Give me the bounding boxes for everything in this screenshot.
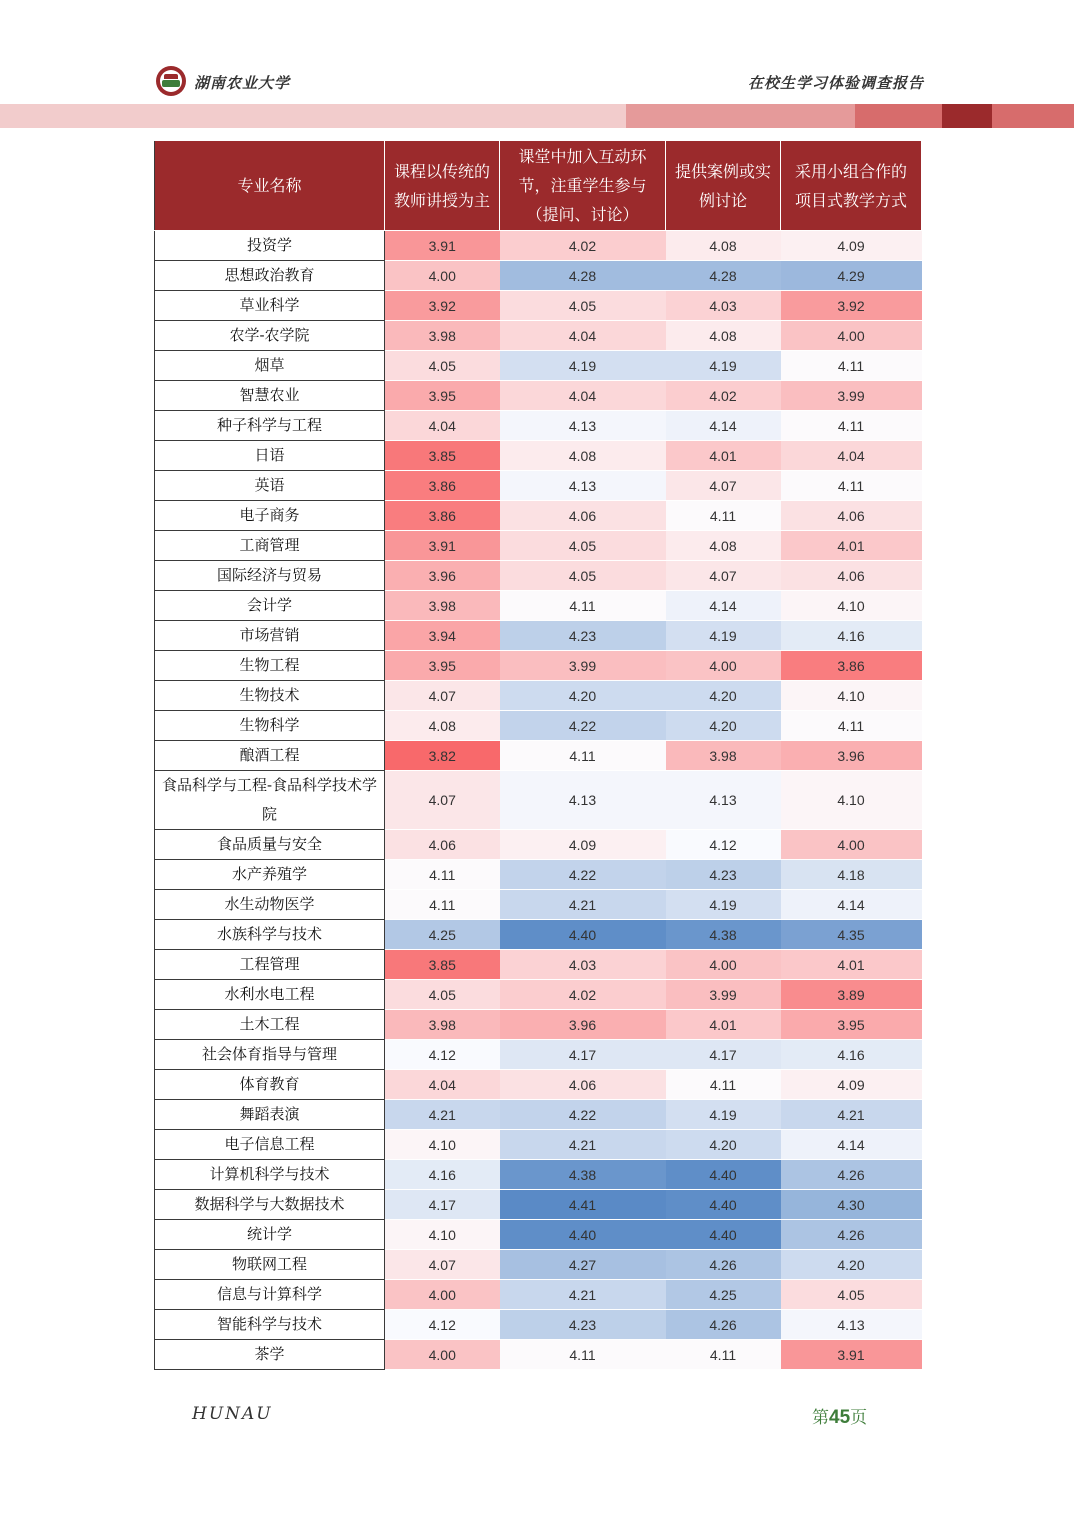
score-cell: 4.11: [781, 711, 922, 741]
major-name-cell: 草业科学: [155, 291, 385, 321]
score-cell: 4.21: [500, 1130, 666, 1160]
score-cell: 4.21: [385, 1100, 500, 1130]
score-cell: 4.17: [666, 1040, 781, 1070]
score-cell: 4.05: [500, 291, 666, 321]
table-row: [155, 1310, 922, 1340]
table-row: [155, 1220, 922, 1250]
score-cell: 4.07: [385, 771, 500, 830]
score-cell: 4.06: [500, 1070, 666, 1100]
score-cell: 4.14: [781, 1130, 922, 1160]
score-cell: 4.11: [500, 741, 666, 771]
table-row: [155, 920, 922, 950]
major-teaching-style-table: [154, 140, 922, 1370]
table-row: [155, 291, 922, 321]
page-header: [0, 0, 1074, 130]
university-name: 湖南农业大学: [194, 74, 291, 92]
major-name-cell: 智慧农业: [155, 381, 385, 411]
major-name-cell: 水产养殖学: [155, 860, 385, 890]
major-name-cell: 日语: [155, 441, 385, 471]
header-band-segment: [855, 104, 942, 128]
major-name-cell: 数据科学与大数据技术: [155, 1190, 385, 1220]
table-body: [155, 231, 922, 1370]
page-prefix: 第: [812, 1408, 829, 1428]
score-cell: 4.25: [666, 1280, 781, 1310]
table-row: [155, 1280, 922, 1310]
score-cell: 4.05: [385, 351, 500, 381]
major-name-cell: 舞蹈表演: [155, 1100, 385, 1130]
header-band-segment: [942, 104, 992, 128]
table-row: [155, 441, 922, 471]
score-cell: 4.28: [666, 261, 781, 291]
table-row: [155, 980, 922, 1010]
table-row: [155, 1070, 922, 1100]
score-cell: 4.07: [385, 681, 500, 711]
score-cell: 4.06: [781, 561, 922, 591]
score-cell: 3.94: [385, 621, 500, 651]
score-cell: 4.19: [500, 351, 666, 381]
major-name-cell: 酿酒工程: [155, 741, 385, 771]
major-name-cell: 食品科学与工程-食品科学技术学院: [155, 771, 385, 830]
major-name-cell: 生物技术: [155, 681, 385, 711]
score-cell: 4.35: [781, 920, 922, 950]
score-cell: 4.05: [500, 531, 666, 561]
score-cell: 4.11: [781, 411, 922, 441]
table-row: [155, 411, 922, 441]
score-cell: 4.16: [781, 621, 922, 651]
table-header-row: [155, 141, 922, 231]
score-cell: 4.00: [385, 261, 500, 291]
table-row: [155, 321, 922, 351]
score-cell: 4.11: [385, 860, 500, 890]
score-cell: 4.01: [666, 441, 781, 471]
score-cell: 3.98: [666, 741, 781, 771]
score-cell: 3.96: [781, 741, 922, 771]
score-cell: 4.20: [781, 1250, 922, 1280]
score-cell: 4.03: [666, 291, 781, 321]
score-cell: 4.10: [781, 681, 922, 711]
major-name-cell: 生物工程: [155, 651, 385, 681]
major-name-cell: 体育教育: [155, 1070, 385, 1100]
major-name-cell: 农学-农学院: [155, 321, 385, 351]
table-row: [155, 561, 922, 591]
score-cell: 4.26: [781, 1220, 922, 1250]
score-cell: 4.23: [666, 860, 781, 890]
table-row: [155, 741, 922, 771]
score-cell: 4.08: [385, 711, 500, 741]
score-cell: 4.07: [666, 561, 781, 591]
major-name-cell: 电子商务: [155, 501, 385, 531]
score-cell: 4.20: [666, 681, 781, 711]
score-cell: 4.08: [500, 441, 666, 471]
score-cell: 4.12: [385, 1310, 500, 1340]
table-row: [155, 231, 922, 261]
table-row: [155, 651, 922, 681]
score-cell: 4.06: [500, 501, 666, 531]
table-row: [155, 591, 922, 621]
score-cell: 4.07: [666, 471, 781, 501]
score-cell: 3.89: [781, 980, 922, 1010]
major-name-cell: 国际经济与贸易: [155, 561, 385, 591]
score-cell: 4.11: [666, 1070, 781, 1100]
major-name-cell: 会计学: [155, 591, 385, 621]
score-cell: 4.38: [500, 1160, 666, 1190]
score-cell: 4.16: [385, 1160, 500, 1190]
score-cell: 4.06: [385, 830, 500, 860]
major-name-cell: 工程管理: [155, 950, 385, 980]
score-cell: 3.99: [500, 651, 666, 681]
header-traditional-lecture: 课程以传统的教师讲授为主: [385, 141, 500, 231]
score-cell: 3.85: [385, 441, 500, 471]
score-cell: 4.12: [385, 1040, 500, 1070]
major-name-cell: 社会体育指导与管理: [155, 1040, 385, 1070]
major-name-cell: 水利水电工程: [155, 980, 385, 1010]
score-cell: 4.40: [500, 1220, 666, 1250]
score-cell: 4.23: [500, 1310, 666, 1340]
major-name-cell: 生物科学: [155, 711, 385, 741]
score-cell: 4.10: [781, 771, 922, 830]
score-cell: 4.27: [500, 1250, 666, 1280]
score-cell: 4.02: [666, 381, 781, 411]
score-cell: 4.05: [385, 980, 500, 1010]
table-row: [155, 1130, 922, 1160]
score-cell: 4.04: [781, 441, 922, 471]
score-cell: 3.86: [385, 501, 500, 531]
major-name-cell: 智能科学与技术: [155, 1310, 385, 1340]
score-cell: 3.91: [781, 1340, 922, 1370]
score-cell: 4.05: [781, 1280, 922, 1310]
score-cell: 4.11: [500, 591, 666, 621]
score-cell: 4.08: [666, 321, 781, 351]
score-cell: 4.00: [385, 1340, 500, 1370]
table-row: [155, 711, 922, 741]
table-row: [155, 1340, 922, 1370]
score-cell: 3.95: [781, 1010, 922, 1040]
score-cell: 4.22: [500, 711, 666, 741]
major-name-cell: 思想政治教育: [155, 261, 385, 291]
score-cell: 3.95: [385, 651, 500, 681]
major-name-cell: 投资学: [155, 231, 385, 261]
major-name-cell: 茶学: [155, 1340, 385, 1370]
score-cell: 4.04: [385, 1070, 500, 1100]
score-cell: 4.29: [781, 261, 922, 291]
score-cell: 3.92: [385, 291, 500, 321]
score-cell: 4.04: [500, 381, 666, 411]
page-number: [812, 1403, 867, 1429]
score-cell: 4.40: [500, 920, 666, 950]
major-name-cell: 食品质量与安全: [155, 830, 385, 860]
header-interactive-class: 课堂中加入互动环节，注重学生参与（提问、讨论）: [500, 141, 666, 231]
score-cell: 3.98: [385, 1010, 500, 1040]
page-suffix: 页: [850, 1408, 868, 1428]
score-cell: 4.10: [781, 591, 922, 621]
score-cell: 3.99: [781, 381, 922, 411]
university-logo-icon: [156, 66, 186, 96]
score-cell: 4.20: [666, 1130, 781, 1160]
score-cell: 4.40: [666, 1190, 781, 1220]
score-cell: 3.91: [385, 531, 500, 561]
score-cell: 4.20: [500, 681, 666, 711]
header-major-name: 专业名称: [155, 141, 385, 231]
score-cell: 4.11: [781, 471, 922, 501]
score-cell: 3.99: [666, 980, 781, 1010]
score-cell: 4.16: [781, 1040, 922, 1070]
major-name-cell: 计算机科学与技术: [155, 1160, 385, 1190]
major-name-cell: 电子信息工程: [155, 1130, 385, 1160]
score-cell: 4.00: [666, 651, 781, 681]
major-name-cell: 信息与计算科学: [155, 1280, 385, 1310]
score-cell: 4.00: [781, 830, 922, 860]
score-cell: 4.02: [500, 231, 666, 261]
score-cell: 4.01: [666, 1010, 781, 1040]
score-cell: 4.28: [500, 261, 666, 291]
score-cell: 4.22: [500, 1100, 666, 1130]
score-cell: 4.19: [666, 1100, 781, 1130]
major-name-cell: 水生动物医学: [155, 890, 385, 920]
score-cell: 4.38: [666, 920, 781, 950]
score-cell: 4.00: [666, 950, 781, 980]
major-name-cell: 物联网工程: [155, 1250, 385, 1280]
table-row: [155, 860, 922, 890]
table-row: [155, 1100, 922, 1130]
report-title: 在校生学习体验调查报告: [747, 74, 924, 92]
score-cell: 4.01: [781, 531, 922, 561]
score-cell: 4.11: [666, 501, 781, 531]
score-cell: 4.21: [500, 890, 666, 920]
score-cell: 4.01: [781, 950, 922, 980]
table-row: [155, 261, 922, 291]
score-cell: 4.04: [385, 411, 500, 441]
major-name-cell: 统计学: [155, 1220, 385, 1250]
score-cell: 3.98: [385, 591, 500, 621]
major-name-cell: 工商管理: [155, 531, 385, 561]
score-cell: 4.00: [781, 321, 922, 351]
score-cell: 4.08: [666, 531, 781, 561]
score-cell: 4.06: [781, 501, 922, 531]
major-name-cell: 水族科学与技术: [155, 920, 385, 950]
score-cell: 3.82: [385, 741, 500, 771]
score-cell: 4.21: [500, 1280, 666, 1310]
score-cell: 4.30: [781, 1190, 922, 1220]
table-row: [155, 1160, 922, 1190]
score-cell: 4.10: [385, 1130, 500, 1160]
score-cell: 4.09: [500, 830, 666, 860]
score-cell: 3.92: [781, 291, 922, 321]
table-row: [155, 890, 922, 920]
major-name-cell: 烟草: [155, 351, 385, 381]
score-cell: 4.14: [666, 591, 781, 621]
score-cell: 3.86: [781, 651, 922, 681]
header-group-project: 采用小组合作的项目式教学方式: [781, 141, 922, 231]
score-cell: 4.05: [500, 561, 666, 591]
major-name-cell: 种子科学与工程: [155, 411, 385, 441]
score-cell: 4.09: [781, 231, 922, 261]
score-cell: 4.12: [666, 830, 781, 860]
score-cell: 4.25: [385, 920, 500, 950]
score-cell: 3.98: [385, 321, 500, 351]
score-cell: 3.96: [385, 561, 500, 591]
score-cell: 3.86: [385, 471, 500, 501]
score-cell: 4.20: [666, 711, 781, 741]
score-cell: 4.22: [500, 860, 666, 890]
page-number-value: 45: [829, 1407, 851, 1428]
score-cell: 4.26: [666, 1250, 781, 1280]
score-cell: 3.96: [500, 1010, 666, 1040]
score-cell: 4.03: [500, 950, 666, 980]
score-cell: 4.09: [781, 1070, 922, 1100]
score-cell: 4.13: [666, 771, 781, 830]
score-cell: 3.85: [385, 950, 500, 980]
table-row: [155, 471, 922, 501]
table-row: [155, 830, 922, 860]
major-name-cell: 土木工程: [155, 1010, 385, 1040]
table-row: [155, 621, 922, 651]
score-cell: 4.11: [385, 890, 500, 920]
score-cell: 4.17: [385, 1190, 500, 1220]
score-cell: 4.40: [666, 1220, 781, 1250]
score-cell: 4.19: [666, 621, 781, 651]
table-row: [155, 1040, 922, 1070]
score-cell: 4.18: [781, 860, 922, 890]
footer-logo-text: HUNAU: [192, 1404, 273, 1424]
score-cell: 4.21: [781, 1100, 922, 1130]
score-cell: 3.91: [385, 231, 500, 261]
table-row: [155, 531, 922, 561]
score-cell: 4.07: [385, 1250, 500, 1280]
score-cell: 4.14: [666, 411, 781, 441]
header-band-segment: [992, 104, 1074, 128]
score-cell: 4.41: [500, 1190, 666, 1220]
major-name-cell: 市场营销: [155, 621, 385, 651]
table-row: [155, 1190, 922, 1220]
score-cell: 4.00: [385, 1280, 500, 1310]
score-cell: 4.26: [666, 1310, 781, 1340]
score-cell: 3.95: [385, 381, 500, 411]
table-row: [155, 1250, 922, 1280]
table-row: [155, 681, 922, 711]
score-cell: 4.13: [781, 1310, 922, 1340]
score-cell: 4.19: [666, 351, 781, 381]
score-cell: 4.26: [781, 1160, 922, 1190]
score-cell: 4.08: [666, 231, 781, 261]
score-cell: 4.13: [500, 771, 666, 830]
major-name-cell: 英语: [155, 471, 385, 501]
table-row: [155, 771, 922, 830]
header-band-segment: [626, 104, 855, 128]
score-cell: 4.13: [500, 471, 666, 501]
score-cell: 4.13: [500, 411, 666, 441]
score-cell: 4.40: [666, 1160, 781, 1190]
table-row: [155, 950, 922, 980]
header-band-segment: [0, 104, 626, 128]
score-cell: 4.19: [666, 890, 781, 920]
score-cell: 4.11: [781, 351, 922, 381]
table-row: [155, 501, 922, 531]
table-row: [155, 1010, 922, 1040]
score-cell: 4.10: [385, 1220, 500, 1250]
score-cell: 4.23: [500, 621, 666, 651]
score-cell: 4.02: [500, 980, 666, 1010]
table-row: [155, 351, 922, 381]
score-cell: 4.11: [500, 1340, 666, 1370]
score-cell: 4.04: [500, 321, 666, 351]
score-cell: 4.14: [781, 890, 922, 920]
score-cell: 4.11: [666, 1340, 781, 1370]
score-cell: 4.17: [500, 1040, 666, 1070]
table-row: [155, 381, 922, 411]
header-case-discussion: 提供案例或实例讨论: [666, 141, 781, 231]
